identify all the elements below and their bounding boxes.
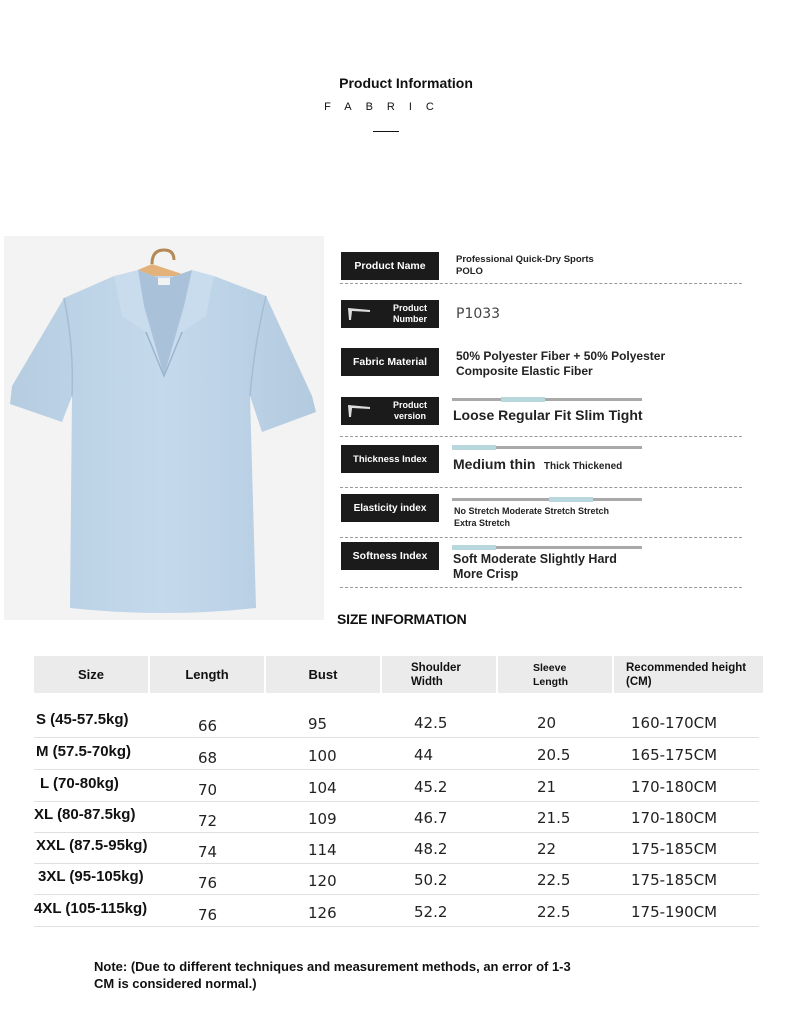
cell-size: XXL (87.5-95kg) [36, 837, 148, 854]
table-row [34, 832, 759, 864]
table-row [34, 770, 759, 802]
note-line: Note: (Due to different techniques and measurement methods, an error of 1-3 [94, 959, 571, 974]
cell-size: 4XL (105-115kg) [34, 900, 148, 917]
spec-value: P1033 [456, 306, 501, 322]
spec-label [341, 397, 439, 425]
header-sleeve-length [498, 656, 612, 693]
dashed-divider [340, 436, 742, 437]
cell-sleeve: 22.5 [537, 903, 571, 921]
cell-sleeve: 20 [537, 714, 557, 732]
cell-shoulder: 50.2 [414, 871, 448, 889]
title-divider [373, 131, 399, 132]
note-line: CM is considered normal.) [94, 976, 257, 991]
polo-shirt-icon [4, 236, 324, 620]
elasticity-options-line: Extra Stretch [454, 518, 511, 528]
cell-shoulder: 45.2 [414, 778, 448, 796]
cell-bust: 114 [308, 841, 337, 859]
size-table-header [34, 656, 763, 693]
header-line: (CM) [626, 675, 652, 688]
size-info-title: SIZE INFORMATION [337, 611, 467, 627]
cell-length: 72 [198, 812, 218, 830]
softness-scale [452, 546, 642, 549]
cell-shoulder: 44 [414, 746, 434, 764]
cell-height: 160-170CM [631, 714, 718, 732]
header-shoulder-width [382, 656, 496, 693]
section-subtitle: FABRIC [324, 101, 448, 113]
table-row [34, 895, 759, 927]
spec-elasticity-index [340, 492, 742, 538]
dashed-divider [340, 487, 742, 488]
cell-size: S (45-57.5kg) [36, 711, 129, 728]
spec-product-version [340, 392, 742, 437]
spec-thickness-index [340, 442, 742, 488]
spec-value-line: 50% Polyester Fiber + 50% Polyester [456, 349, 666, 363]
cell-length: 76 [198, 906, 218, 924]
cell-size: L (70-80kg) [40, 775, 119, 792]
spec-label-line: Number [392, 314, 427, 324]
version-indicator [501, 397, 545, 402]
cell-sleeve: 21.5 [537, 809, 571, 827]
cell-bust: 120 [308, 872, 337, 890]
dashed-divider [340, 587, 742, 588]
spec-label: Fabric Material [341, 348, 439, 376]
header-line: Recommended height [626, 661, 747, 674]
cell-shoulder: 46.7 [414, 809, 448, 827]
elasticity-options-line: No Stretch Moderate Stretch Stretch [454, 506, 610, 516]
spec-product-number [340, 294, 742, 334]
header-recommended-height [614, 656, 763, 693]
spec-label: Elasticity index [341, 494, 439, 522]
version-options-text: Loose Regular Fit Slim Tight [453, 407, 643, 423]
thickness-indicator [452, 445, 496, 450]
spec-label-line: Product [392, 400, 427, 410]
cell-sleeve: 21 [537, 778, 557, 796]
cell-shoulder: 48.2 [414, 840, 448, 858]
table-row [34, 801, 759, 833]
header-line: Sleeve [533, 661, 567, 674]
cell-height: 170-180CM [631, 809, 718, 827]
softness-options-line: Soft Moderate Slightly Hard [453, 552, 617, 566]
cell-sleeve: 22.5 [537, 871, 571, 889]
elasticity-indicator [549, 497, 593, 502]
table-row [34, 706, 759, 738]
cell-shoulder: 52.2 [414, 903, 448, 921]
cell-bust: 126 [308, 904, 337, 922]
dashed-divider [340, 537, 742, 538]
header-size: Size [34, 656, 148, 693]
softness-indicator [452, 545, 496, 550]
cell-height: 175-185CM [631, 840, 718, 858]
cell-size: 3XL (95-105kg) [38, 868, 144, 885]
cell-height: 170-180CM [631, 778, 718, 796]
cell-height: 175-185CM [631, 871, 718, 889]
spec-product-name [340, 248, 742, 284]
page-title: Product Information [339, 75, 473, 91]
product-photo [4, 236, 324, 620]
table-row [34, 863, 759, 895]
dashed-divider [340, 283, 742, 284]
spec-fabric-material [340, 342, 742, 384]
pen-icon [346, 403, 372, 419]
cell-bust: 100 [308, 747, 337, 765]
cell-length: 68 [198, 749, 218, 767]
spec-value-line: Composite Elastic Fiber [456, 364, 593, 378]
version-scale [452, 398, 642, 401]
spec-label-line: version [393, 411, 426, 421]
elasticity-scale [452, 498, 642, 501]
spec-label: Thickness Index [341, 445, 439, 473]
header-line: Length [533, 675, 568, 688]
version-options [453, 407, 643, 425]
spec-value [456, 254, 594, 278]
elasticity-options [454, 505, 609, 529]
measurement-note [94, 958, 654, 992]
header-bust: Bust [266, 656, 380, 693]
thickness-options [453, 456, 622, 474]
cell-bust: 95 [308, 715, 328, 733]
cell-length: 66 [198, 717, 218, 735]
cell-sleeve: 22 [537, 840, 557, 858]
cell-length: 76 [198, 874, 218, 892]
cell-bust: 104 [308, 779, 337, 797]
spec-label: Softness Index [341, 542, 439, 570]
header-line: Width [411, 675, 443, 688]
spec-value [456, 349, 665, 379]
softness-options-line: More Crisp [453, 567, 519, 581]
spec-value-line: POLO [456, 266, 483, 277]
cell-size: M (57.5-70kg) [36, 743, 132, 760]
cell-size: XL (80-87.5kg) [34, 806, 136, 823]
spec-label: Product Name [341, 252, 439, 280]
spec-value-line: Professional Quick-Dry Sports [456, 254, 594, 265]
cell-bust: 109 [308, 810, 337, 828]
cell-height: 175-190CM [631, 903, 718, 921]
spec-label [341, 300, 439, 328]
thickness-option-rest: Thick Thickened [543, 461, 623, 472]
softness-options [453, 552, 617, 582]
pen-icon [346, 306, 372, 322]
thickness-scale [452, 446, 642, 449]
header-line: Shoulder [411, 661, 461, 674]
spec-label-line: Product [392, 303, 427, 313]
cell-length: 70 [198, 781, 218, 799]
table-row [34, 738, 759, 770]
thickness-option-selected: Medium thin [453, 456, 536, 472]
cell-height: 165-175CM [631, 746, 718, 764]
cell-sleeve: 20.5 [537, 746, 571, 764]
spec-softness-index [340, 540, 742, 588]
cell-shoulder: 42.5 [414, 714, 448, 732]
cell-length: 74 [198, 843, 218, 861]
header-length: Length [150, 656, 264, 693]
